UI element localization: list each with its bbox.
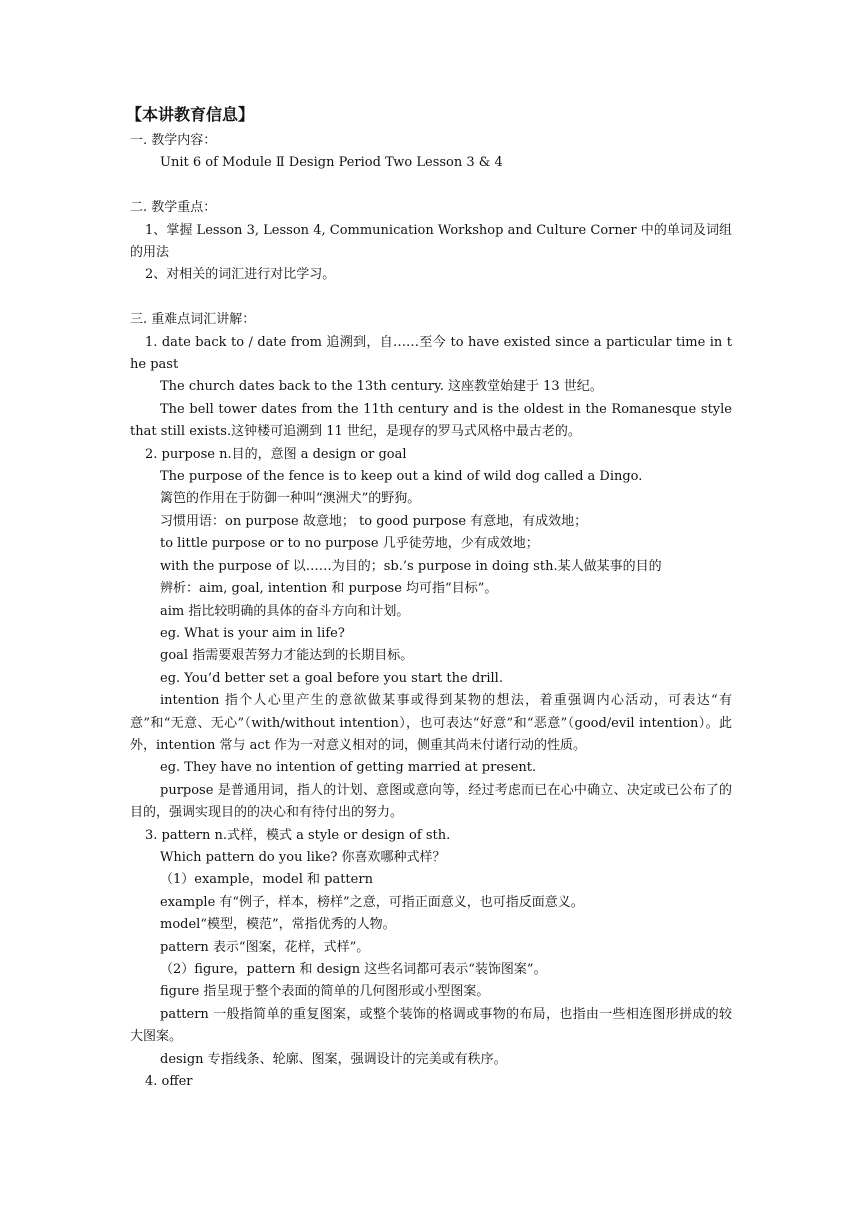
key-point-item-1: 1、掌握 Lesson 3, Lesson 4, Communication Workshop and Culture Corner 中的单词及词组的用法 — [130, 222, 732, 261]
explanation-line: goal 指需要艰苦努力才能达到的长期目标。 — [160, 648, 414, 664]
vocab-entry-purpose: 2. purpose n.目的，意图 a design or goal — [145, 446, 407, 462]
idiom-line: to little purpose or to no purpose 几乎徒劳地，少有成效地； — [160, 536, 539, 552]
idiom-line: 习惯用语：on purpose 故意地； to good purpose 有意地，有成效地； — [160, 513, 588, 529]
blank-line — [130, 287, 732, 309]
example-translation: 篱笆的作用在于防御一种叫“澳洲犬”的野狗。 — [160, 491, 421, 507]
example-sentence: Which pattern do you like? 你喜欢哪种式样？ — [160, 849, 446, 865]
explanation-line: example 有“例子，样本，榜样”之意，可指正面意义，也可指反面意义。 — [160, 894, 584, 910]
comparison-heading: （2）figure，pattern 和 design 这些名词都可表示“装饰图案”。 — [160, 962, 547, 977]
vocab-entry-offer: 4. offer — [145, 1074, 193, 1090]
example-sentence: eg. What is your aim in life? — [160, 625, 345, 641]
explanation-line: model“模型，模范”，常指优秀的人物。 — [160, 917, 396, 933]
example-sentence: The bell tower dates from the 11th century and is the oldest in the Romanesque style that still exists.这钟楼可追溯到 11 世纪，是现存的罗马式风格中最古老的。 — [130, 401, 732, 440]
section-1-heading: 一. 教学内容： — [130, 133, 217, 148]
example-sentence: The purpose of the fence is to keep out a kind of wild dog called a Dingo. — [160, 469, 643, 485]
explanation-line: pattern 表示“图案，花样，式样”。 — [160, 939, 370, 955]
explanation-line: design 专指线条、轮廓、图案，强调设计的完美或有秩序。 — [160, 1051, 507, 1067]
blank-line — [130, 175, 732, 197]
example-sentence: eg. You’d better set a goal before you start the drill. — [160, 670, 503, 686]
explanation-paragraph: pattern 一般指简单的重复图案，或整个装饰的格调或事物的布局，也指由一些相连图形拼成的较大图案。 — [130, 1006, 732, 1045]
explanation-paragraph: purpose 是普通用词，指人的计划、意图或意向等，经过考虑而已在心中确立、决定或已公布了的目的，强调实现目的的决心和有待付出的努力。 — [130, 782, 732, 821]
vocab-entry-pattern: 3. pattern n.式样，模式 a style or design of sth. — [145, 827, 451, 843]
key-point-item-2: 2、对相关的词汇进行对比学习。 — [145, 267, 336, 283]
teaching-content-line: Unit 6 of Module Ⅱ Design Period Two Lesson 3 & 4 — [160, 155, 503, 171]
explanation-line: figure 指呈现于整个表面的简单的几何图形或小型图案。 — [160, 984, 490, 1000]
comparison-heading: （1）example，model 和 pattern — [160, 872, 373, 888]
document-title: 【本讲教育信息】 — [126, 105, 255, 124]
explanation-line: aim 指比较明确的具体的奋斗方向和计划。 — [160, 603, 410, 619]
example-sentence: The church dates back to the 13th century. 这座教堂始建于 13 世纪。 — [160, 379, 603, 395]
section-3-heading: 三. 重难点词汇讲解： — [130, 312, 256, 328]
vocab-entry-date-back: 1. date back to / date from 追溯到，自……至今 to have existed since a particular time in the past — [130, 334, 732, 373]
section-2-heading: 二. 教学重点： — [130, 200, 217, 216]
discrimination-line: 辨析：aim, goal, intention 和 purpose 均可指“目标”。 — [160, 581, 498, 597]
example-sentence: eg. They have no intention of getting married at present. — [160, 760, 537, 776]
idiom-line: with the purpose of 以……为目的；sb.’s purpose in doing sth.某人做某事的目的 — [160, 558, 662, 574]
explanation-paragraph: intention 指个人心里产生的意欲做某事或得到某物的想法，着重强调内心活动，可表达“有意”和“无意、无心”（with/without intention），也可表达“好意”和“恶意”（good/evil intention）。此外，intention 常与 act 作为一对意义相对的词，侧重其尚未付诸行动的性质。 — [130, 693, 732, 753]
